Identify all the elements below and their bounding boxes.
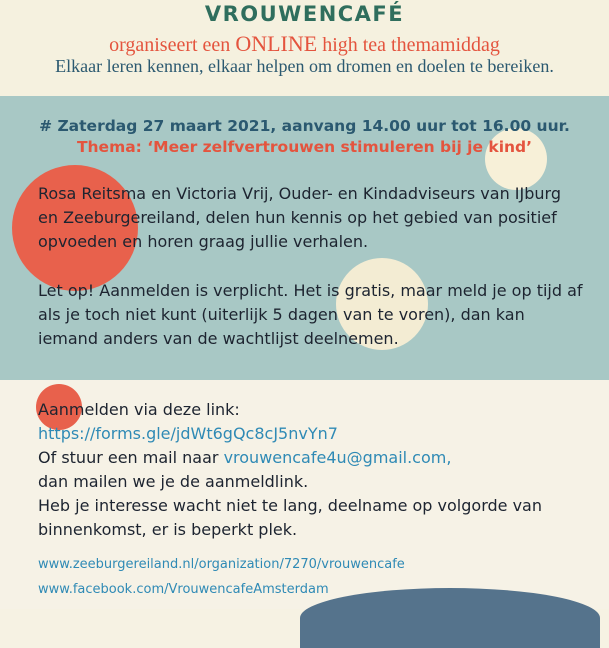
subtitle: Elkaar leren kennen, elkaar helpen om dromen en doelen te bereiken. bbox=[55, 56, 554, 76]
organiseert-text: organiseert een bbox=[109, 34, 236, 56]
paragraph-line: iemand anders van de wachtlijst deelnemen. bbox=[38, 329, 399, 348]
paragraph-line: dan mailen we je de aanmeldlink. bbox=[38, 472, 309, 491]
speakers-paragraph bbox=[38, 182, 561, 254]
facebook-link[interactable]: www.facebook.com/VrouwencafeAmsterdam bbox=[38, 582, 329, 597]
event-theme: Thema: ‘Meer zelfvertrouwen stimuleren bij je kind’ bbox=[76, 138, 533, 156]
paragraph-line: opvoeden en horen graag jullie verhalen. bbox=[38, 232, 369, 251]
event-date: # Zaterdag 27 maart 2021, aanvang 14.00 uur tot 16.00 uur. bbox=[39, 117, 570, 135]
signup-intro: Aanmelden via deze link: bbox=[38, 400, 240, 419]
paragraph-line: Let op! Aanmelden is verplicht. Het is gratis, maar meld je op tijd af bbox=[38, 281, 583, 300]
paragraph-line: als je toch niet kunt (uiterlijk 5 dagen van te voren), dan kan bbox=[38, 305, 525, 324]
paragraph-line: binnenkomst, er is beperkt plek. bbox=[38, 520, 298, 539]
website-link[interactable]: www.zeeburgereiland.nl/organization/7270/vrouwencafe bbox=[38, 557, 405, 572]
organiseert-line bbox=[0, 31, 609, 57]
paragraph-line: Rosa Reitsma en Victoria Vrij, Ouder- en Kindadviseurs van IJburg bbox=[38, 184, 561, 203]
online-text: ONLINE bbox=[235, 31, 318, 56]
email-link[interactable]: vrouwencafe4u@gmail.com, bbox=[223, 448, 452, 467]
paragraph-line: Heb je interesse wacht niet te lang, deelname op volgorde van bbox=[38, 496, 542, 515]
decorative-hill bbox=[300, 588, 600, 648]
notice-paragraph bbox=[38, 279, 583, 351]
logo: VROUWENCAFÉ bbox=[204, 2, 405, 26]
signup-form-link[interactable]: https://forms.gle/jdWt6gQc8cJ5nvYn7 bbox=[38, 424, 338, 443]
signup-paragraph bbox=[38, 398, 542, 542]
paragraph-line: en Zeeburgereiland, delen hun kennis op het gebied van positief bbox=[38, 208, 557, 227]
organiseert-suffix: high tea themamiddag bbox=[317, 34, 500, 56]
mail-intro: Of stuur een mail naar bbox=[38, 448, 224, 467]
